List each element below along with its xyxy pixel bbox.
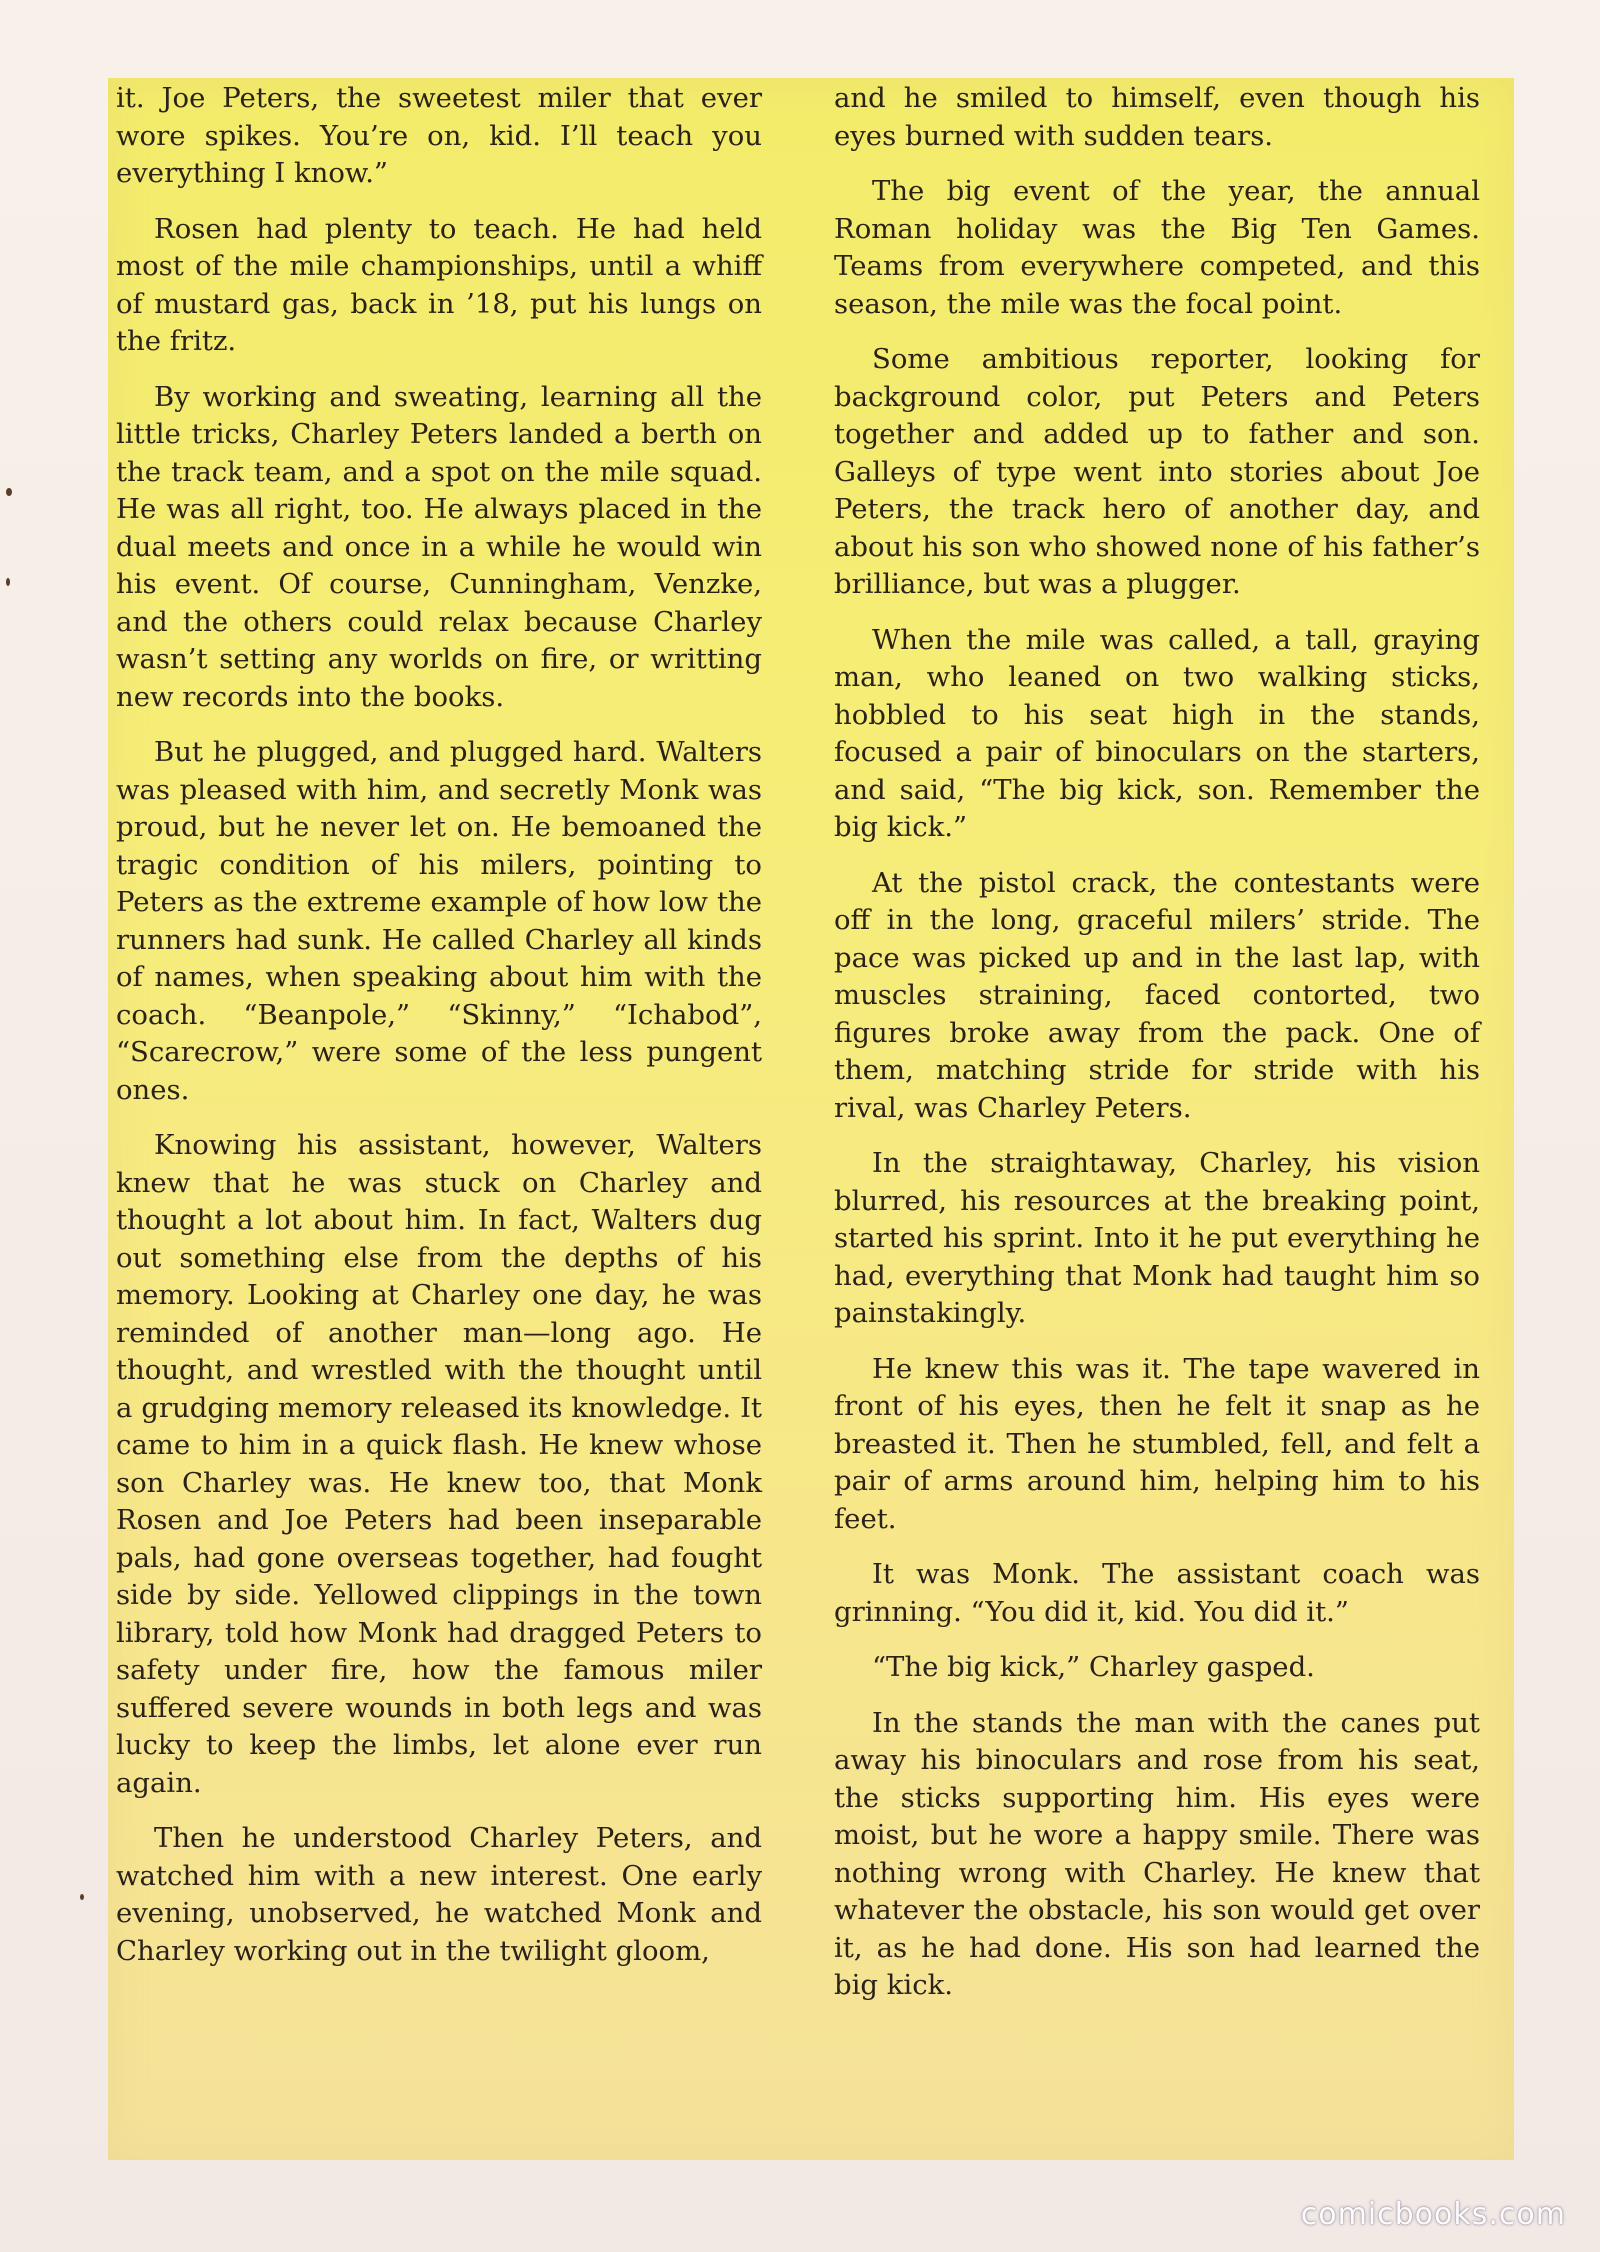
paragraph: Some ambitious reporter, looking for background color, put Peters and Peters together and added up to father and son. Galleys of type went into stories about Joe Peters, the track hero of another day, and about his son who showed none of his father’s brilliance, but was a plugger. bbox=[834, 343, 1480, 600]
paragraph: “The big kick,” Charley gasped. bbox=[872, 1651, 1315, 1683]
right-column bbox=[834, 80, 1480, 2023]
print-speck bbox=[6, 488, 12, 496]
paragraph: But he plugged, and plugged hard. Walters was pleased with him, and secretly Monk was proud, but he never let on. He bemoaned the tragic condition of his milers, pointing to Peters as the extreme example of how low the runners had sunk. He called Charley all kinds of names, when speaking about him with the coach. “Beanpole,” “Skinny,” “Ichabod”, “Scarecrow,” were some of the less pungent ones. bbox=[116, 736, 762, 1106]
print-speck bbox=[80, 1894, 84, 1900]
paragraph: By working and sweating, learning all the little tricks, Charley Peters landed a berth on the track team, and a spot on the mile squad. He was all right, too. He always placed in the dual meets and once in a while he would win his event. Of course, Cunningham, Venzke, and the others could relax because Charley wasn’t setting any worlds on fire, or writting new records into the books. bbox=[116, 380, 762, 713]
paragraph: it. Joe Peters, the sweetest miler that ever wore spikes. You’re on, kid. I’ll teach you everything I know.” bbox=[116, 82, 762, 189]
paragraph: He knew this was it. The tape wavered in front of his eyes, then he felt it snap as he breasted it. Then he stumbled, fell, and felt a pair of arms around him, helping him to his feet. bbox=[834, 1352, 1480, 1535]
paragraph: At the pistol crack, the contestants were off in the long, graceful milers’ stride. The pace was picked up and in the last lap, with muscles straining, faced contorted, two figures broke away from the pack. One of them, matching stride for stride with his rival, was Charley Peters. bbox=[834, 866, 1480, 1124]
paragraph: Rosen had plenty to teach. He had held most of the mile championships, until a whiff of mustard gas, back in ’18, put his lungs on the fritz. bbox=[116, 212, 762, 357]
paragraph: In the straightaway, Charley, his vision blurred, his resources at the breaking point, started his sprint. Into it he put everything he had, everything that Monk had taught him so painstakingly. bbox=[834, 1147, 1480, 1329]
paragraph: In the stands the man with the canes put away his binoculars and rose from his seat, the sticks supporting him. His eyes were moist, but he wore a happy smile. There was nothing wrong with Charley. He knew that whatever the obstacle, his son would get over it, as he had done. His son had learned the big kick. bbox=[834, 1706, 1480, 2001]
paragraph: and he smiled to himself, even though his eyes burned with sudden tears. bbox=[834, 82, 1480, 152]
paragraph: When the mile was called, a tall, graying man, who leaned on two walking sticks, hobbled to his seat high in the stands, focused a pair of binoculars on the starters, and said, “The big kick, son. Remember the big kick.” bbox=[834, 623, 1480, 843]
paragraph: The big event of the year, the annual Roman holiday was the Big Ten Games. Teams from everywhere competed, and this season, the mile was the focal point. bbox=[834, 175, 1480, 320]
paragraph: It was Monk. The assistant coach was grinning. “You did it, kid. You did it.” bbox=[834, 1558, 1480, 1628]
print-speck bbox=[6, 578, 10, 586]
paragraph: Knowing his assistant, however, Walters knew that he was stuck on Charley and thought a lot about him. In fact, Walters dug out something else from the depths of his memory. Looking at Charley one day, he was reminded of another man—long ago. He thought, and wrestled with the thought until a grudging memory released its knowledge. It came to him in a quick flash. He knew whose son Charley was. He knew too, that Monk Rosen and Joe Peters had been inseparable pals, had gone overseas together, had fought side by side. Yellowed clippings in the town library, told how Monk had dragged Peters to safety under fire, how the famous miler suffered severe wounds in both legs and was lucky to keep the limbs, let alone ever run again. bbox=[116, 1129, 762, 1799]
left-column bbox=[116, 80, 762, 1988]
watermark: comicbooks.com bbox=[1300, 2197, 1566, 2232]
paragraph: Then he understood Charley Peters, and watched him with a new interest. One early evening, unobserved, he watched Monk and Charley working out in the twilight gloom, bbox=[116, 1822, 762, 1967]
